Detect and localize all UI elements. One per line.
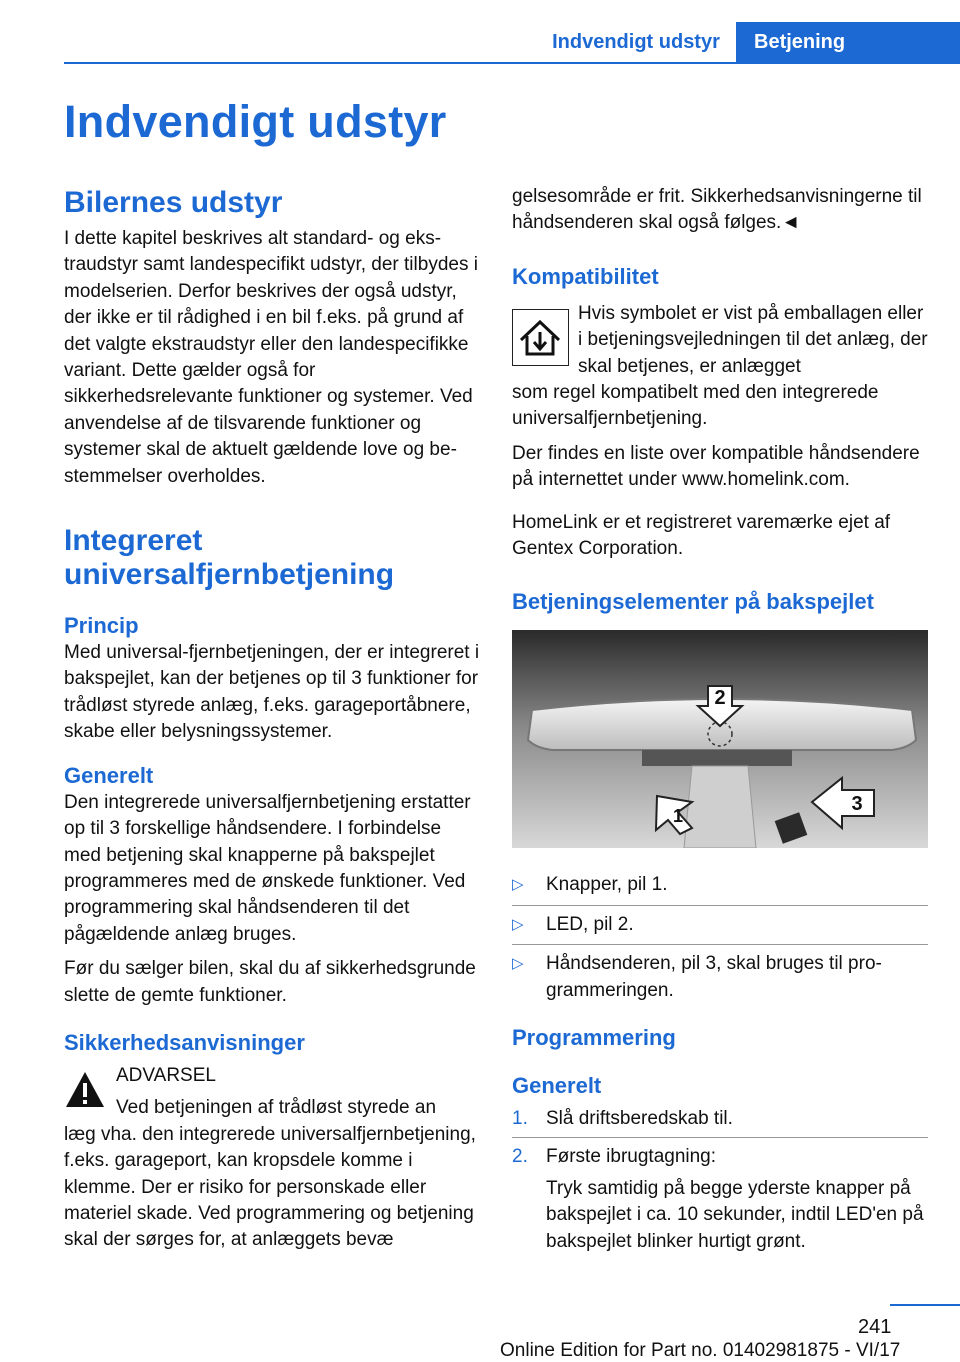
label-3: 3 (851, 793, 863, 816)
para-kompat-b: som regel kompatibelt med den integrerede universalfjernbetjening. (512, 382, 879, 430)
page-title: Indvendigt udstyr (64, 96, 447, 147)
footer-rule (890, 1304, 960, 1306)
para-homelink: HomeLink er et registreret varemærke ejet af Gentex Corporation. (512, 511, 891, 560)
footer-edition: Online Edition for Part no. 01402981875 - VI/17 (500, 1340, 901, 1361)
tab-section[interactable]: Indvendigt udstyr (552, 31, 720, 53)
para-generelt-2: Før du sælger bilen, skal du af sikkerhedsgrunde slette de gemte funktioner. (64, 958, 476, 1006)
bullet-list (512, 872, 928, 1004)
list-item: ▷ Knapper, pil 1. (512, 874, 668, 896)
compat-block (512, 301, 928, 380)
para-kompat-a: Hvis symbolet er vist på emballagen eller i betjeningsvejledningen til det anlæg, der skal betjenes, er anlægget (578, 302, 928, 377)
step-detail: Tryk samtidig på begge yderste knapper på bakspejlet i ca. 10 sekunder, indtil LED'en på bakspejlet blinker hurtigt grønt. (546, 1177, 924, 1252)
label-1: 1 (672, 806, 684, 827)
list-item: 2. Første ibrugtagning: (512, 1145, 717, 1167)
left-column (64, 186, 480, 1254)
para-bilernes-udstyr: I dette kapitel beskrives alt standard- og ekstraudstyr samt landespecifikt udstyr, der tilbydes i modelserien. Derfor beskrives der også udstyr, der ikke er til rådighed i en bil f.eks. på grund af det valgte ekstraudstyr eller den landespecifikke variant. Dette gælder også for sikkerhedsrelevante funktioner og systemer. Ved anvendelse af de tilsvarende funktioner og systemer skal de aktuelt gældende love og bestemmelser overholdes. (64, 228, 478, 487)
heading-integreret: Integreret universalfjernbetjening (64, 524, 395, 592)
warning-icon (64, 1069, 106, 1111)
para-princip: Med universal-fjernbetjeningen, der er integreret i bakspejlet, kan der betjenes op til 3 funktioner for trådløst styrede anlæg, f.eks. garageportåbnere, skabe eller belysningssystemer. (64, 642, 480, 743)
heading-bilernes-udstyr: Bilernes udstyr (64, 186, 283, 219)
page-number: 241 (858, 1316, 892, 1338)
warning-label: ADVARSEL (116, 1064, 216, 1086)
mirror-image (512, 630, 928, 848)
warning-text-b: læg vha. den integrerede universalfjernbetjening, f.eks. garageport, kan kropsdele komme i klemme. Der er risiko for personskade eller materiel skade. Ved programmering og betjening skal der sørges for, at anlæggets bevæ (64, 1123, 476, 1251)
list-item: 1. Slå driftsberedskab til. (512, 1108, 733, 1130)
heading-kompatibilitet: Kompatibilitet (512, 263, 659, 289)
heading-sikkerhed: Sikkerhedsanvisninger (64, 1029, 305, 1055)
list-item: ▷ LED, pil 2. (512, 913, 634, 935)
heading-programmering: Programmering (512, 1025, 676, 1051)
header-rule (64, 62, 960, 64)
list-item: ▷ Håndsenderen, pil 3, skal bruges til programmeringen. (512, 953, 882, 1001)
steps-list (512, 1106, 928, 1255)
tab-active[interactable]: Betjening (736, 22, 960, 62)
homelink-icon (512, 309, 569, 366)
para-liste: Der findes en liste over kompatible håndsendere på internettet under www.homelink.com. (512, 442, 920, 491)
warning-text-a: Ved betjeningen af trådløst styrede an (116, 1097, 437, 1119)
heading-betjeningselementer: Betjeningselementer på bakspejlet (512, 589, 874, 615)
label-2: 2 (714, 687, 726, 710)
heading-princip: Princip (64, 613, 139, 639)
right-column (512, 184, 928, 1255)
header-tabs (0, 22, 960, 62)
para-continuation: gelsesområde er frit. Sikkerhedsanvisningerne til håndsenderen skal også følges.◄ (512, 186, 922, 234)
para-generelt-1: Den integrerede universalfjernbetjening erstatter op til 3 forskellige håndsendere. I forbindelse med betjening skal knapperne på bakspejlet programmeres med de ønskede funktioner. Ved programmering skal håndsenderen til det pågældende anlæg bruges. (64, 791, 471, 945)
heading-generelt-2: Generelt (512, 1073, 602, 1099)
warning-block (64, 1063, 480, 1122)
heading-generelt: Generelt (64, 762, 154, 788)
